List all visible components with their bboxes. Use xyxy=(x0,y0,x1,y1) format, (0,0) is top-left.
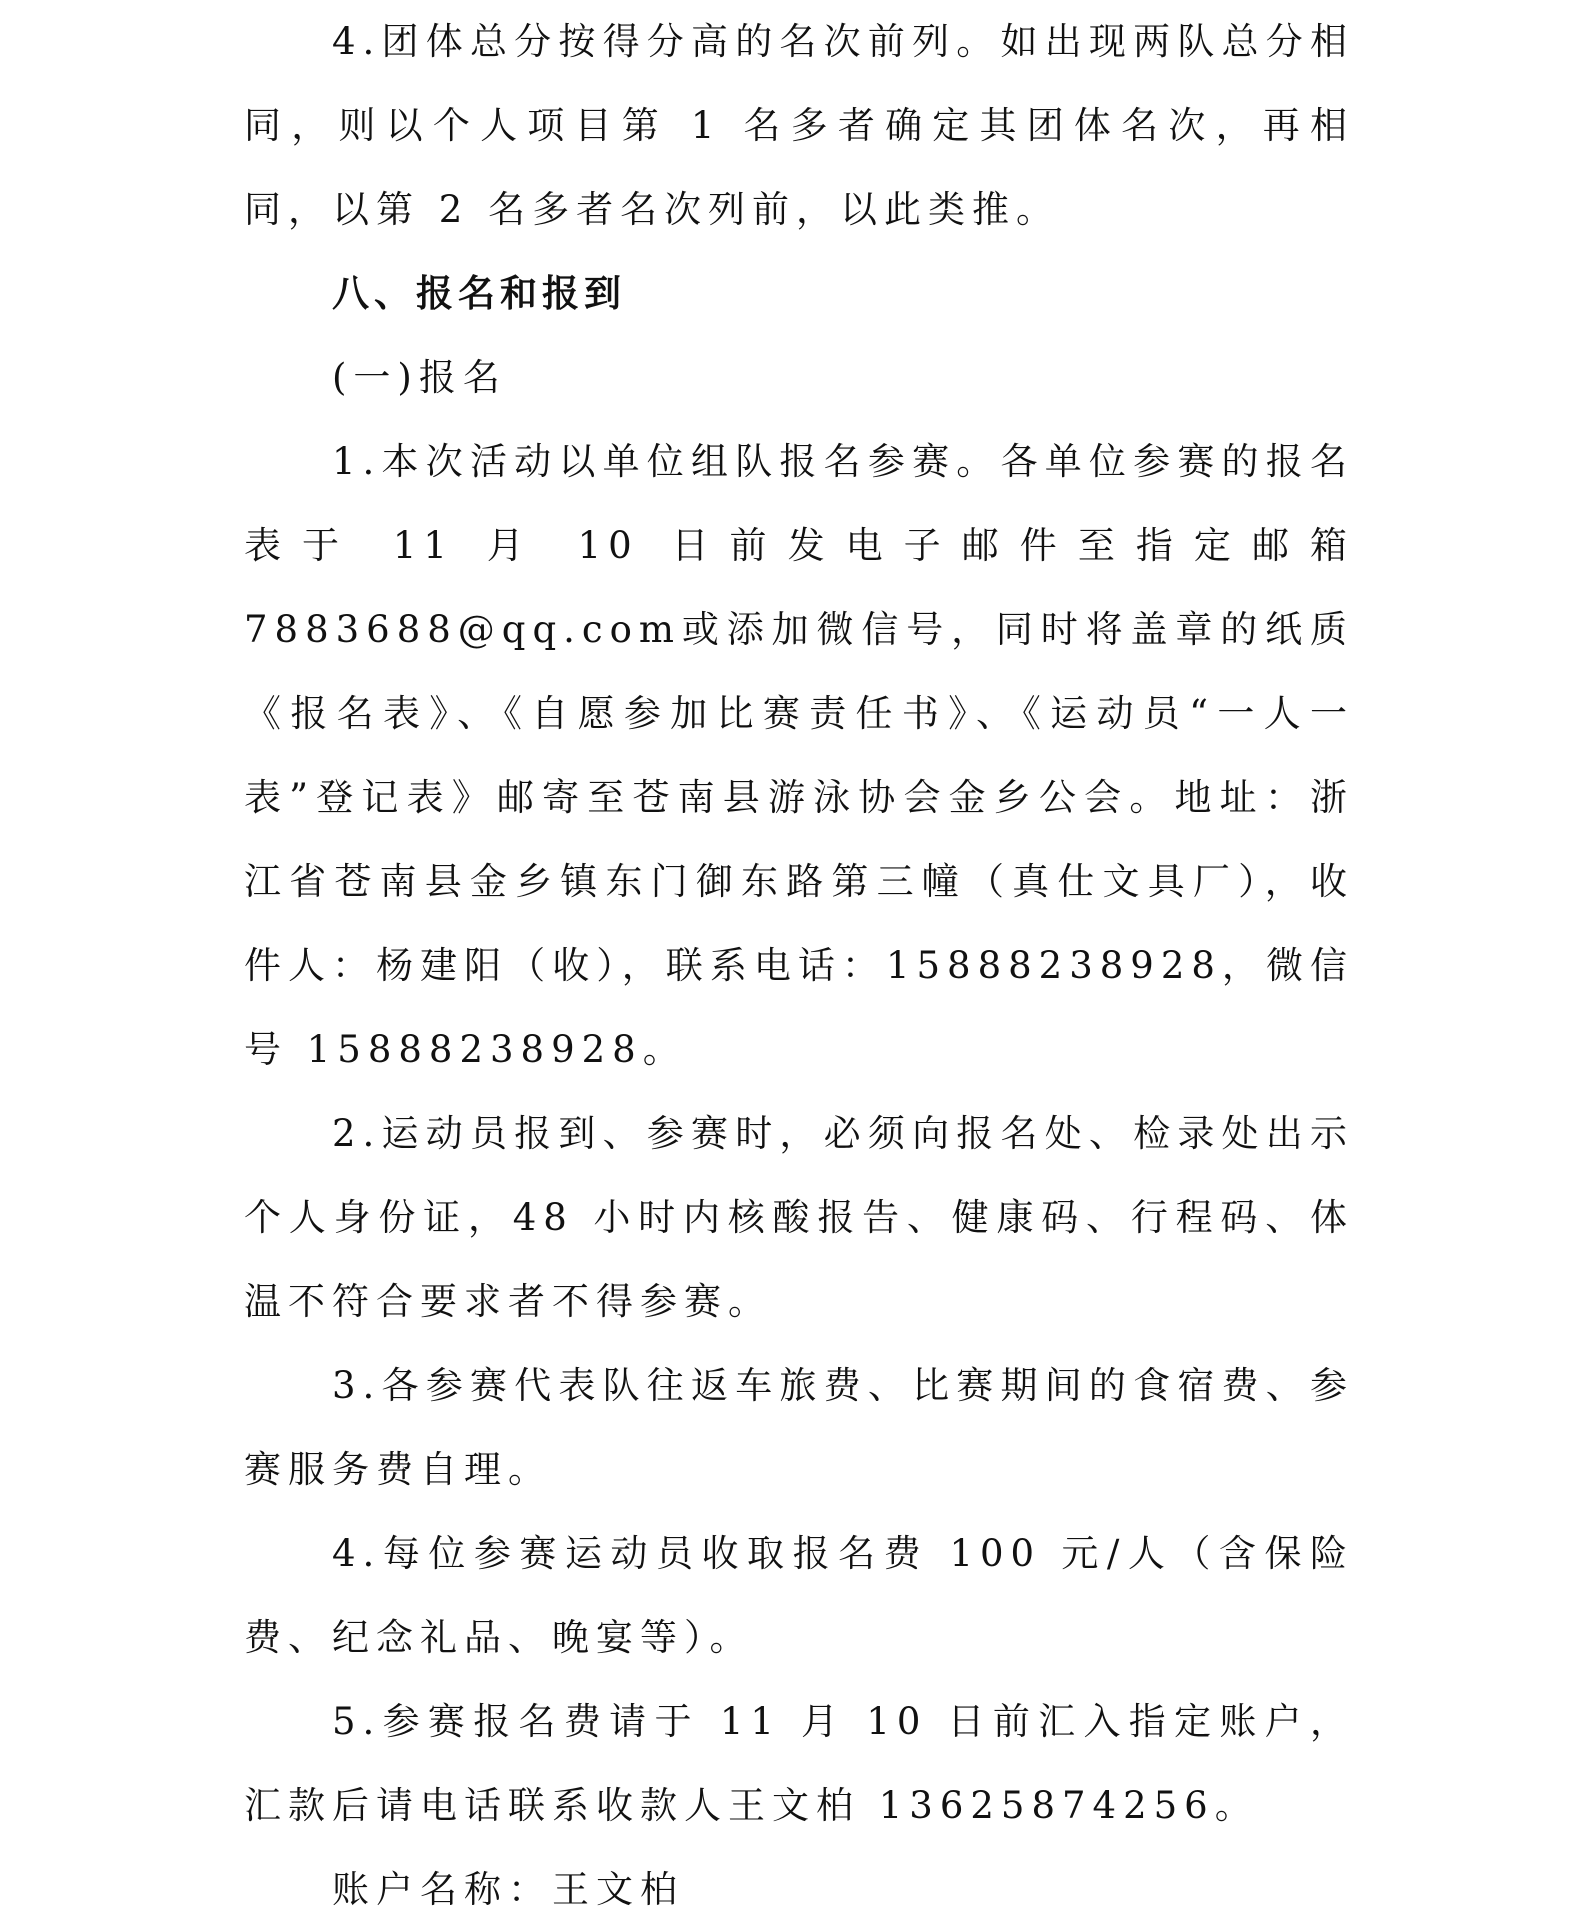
signup-item-2: 2.运动员报到、参赛时，必须向报名处、检录处出示个人身份证，48 小时内核酸报告、健康码、行程码、体温不符合要求者不得参赛。 xyxy=(244,1112,1354,1323)
document-body xyxy=(244,0,1354,1932)
signup-item-1: 1.本次活动以单位组队报名参赛。各单位参赛的报名表于 11 月 10 日前发电子邮件至指定邮箱 7883688@qq.com或添加微信号，同时将盖章的纸质《报名表》、《自愿参加比赛责任书》、《运动员“一人一表”登记表》邮寄至苍南县游泳协会金乡公会。地址：浙江省苍南县金乡镇东门御东路第三幢（真仕文具厂），收件人：杨建阳（收），联系电话：15888238928，微信号 15888238928。 xyxy=(244,440,1354,1071)
signup-item-4: 4.每位参赛运动员收取报名费 100 元/人（含保险费、纪念礼品、晚宴等）。 xyxy=(244,1532,1354,1659)
signup-item-5: 5.参赛报名费请于 11 月 10 日前汇入指定账户，汇款后请电话联系收款人王文柏 13625874256。 xyxy=(244,1700,1354,1827)
signup-item-3: 3.各参赛代表队往返车旅费、比赛期间的食宿费、参赛服务费自理。 xyxy=(244,1364,1354,1491)
account-name-line: 账户名称：王文柏 xyxy=(332,1868,684,1911)
subsection-heading-signup: (一)报名 xyxy=(332,356,507,399)
team-score-paragraph: 4.团体总分按得分高的名次前列。如出现两队总分相同，则以个人项目第 1 名多者确定其团体名次，再相同，以第 2 名多者名次列前，以此类推。 xyxy=(244,20,1354,231)
section-heading-registration: 八、报名和报到 xyxy=(332,272,626,315)
